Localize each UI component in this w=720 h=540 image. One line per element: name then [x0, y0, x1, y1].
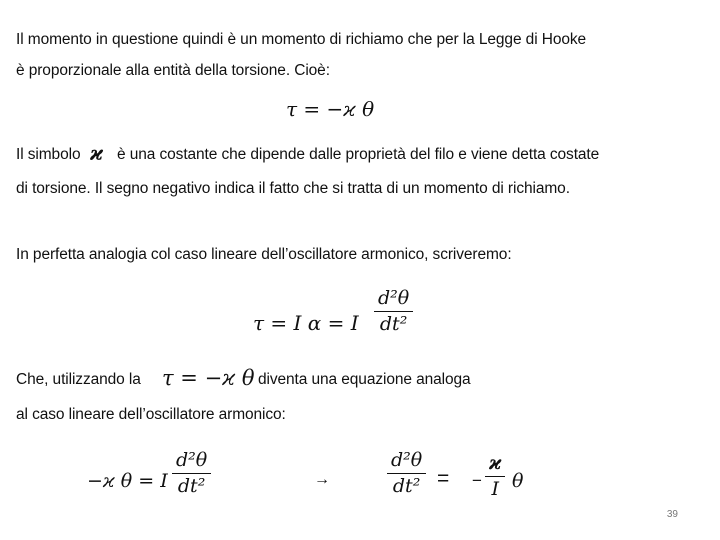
- fraction-denominator: dt²: [379, 313, 408, 336]
- text-line: In perfetta analogia col caso lineare dell’oscillatore armonico, scriveremo:: [16, 246, 512, 263]
- fraction-bar: [374, 311, 413, 312]
- fraction-d2theta-dt2: [374, 288, 413, 335]
- equation-torque-inertia: τ = I α = I: [253, 311, 359, 335]
- fraction-denominator: dt²: [177, 475, 206, 498]
- text-line: è proporzionale alla entità della torsione. Cioè:: [16, 62, 330, 79]
- fraction-d2theta-dt2: [387, 450, 426, 497]
- text-line: diventa una equazione analoga: [258, 371, 471, 388]
- fraction-bar: [172, 473, 211, 474]
- fraction-bar: [387, 473, 426, 474]
- equation-inline: τ = −ϰ θ: [162, 366, 255, 390]
- fraction-numerator: d²θ: [176, 449, 208, 471]
- fraction-denominator: dt²: [392, 475, 421, 498]
- fraction-numerator: d²θ: [391, 449, 423, 471]
- text-line: al caso lineare dell’oscillatore armonico:: [16, 406, 286, 423]
- fraction-numerator: ϰ: [489, 452, 502, 474]
- page-number: 39: [666, 509, 678, 520]
- minus-sign: −: [472, 471, 482, 490]
- kappa-symbol: ϰ: [90, 141, 103, 165]
- text-line: di torsione. Il segno negativo indica il fatto che si tratta di un momento di richiamo.: [16, 180, 570, 197]
- fraction-kappa-over-I: [485, 453, 505, 500]
- arrow-icon: →: [314, 471, 330, 488]
- text-line: è una costante che dipende dalle proprietà del filo e viene detta costate: [117, 146, 600, 163]
- theta-symbol: θ: [512, 470, 524, 492]
- fraction-denominator: I: [491, 478, 499, 501]
- text-line: Il momento in questione quindi è un momento di richiamo che per la Legge di Hooke: [16, 31, 587, 48]
- equation-torque: τ = −ϰ θ: [286, 97, 375, 121]
- text-line: Il simbolo: [16, 146, 81, 163]
- text-line: Che, utilizzando la: [16, 371, 141, 388]
- fraction-numerator: d²θ: [378, 287, 410, 309]
- equation-motion-left: −ϰ θ = I: [87, 470, 168, 492]
- equals-sign: =: [437, 467, 450, 490]
- fraction-bar: [485, 476, 505, 477]
- fraction-d2theta-dt2: [172, 450, 211, 497]
